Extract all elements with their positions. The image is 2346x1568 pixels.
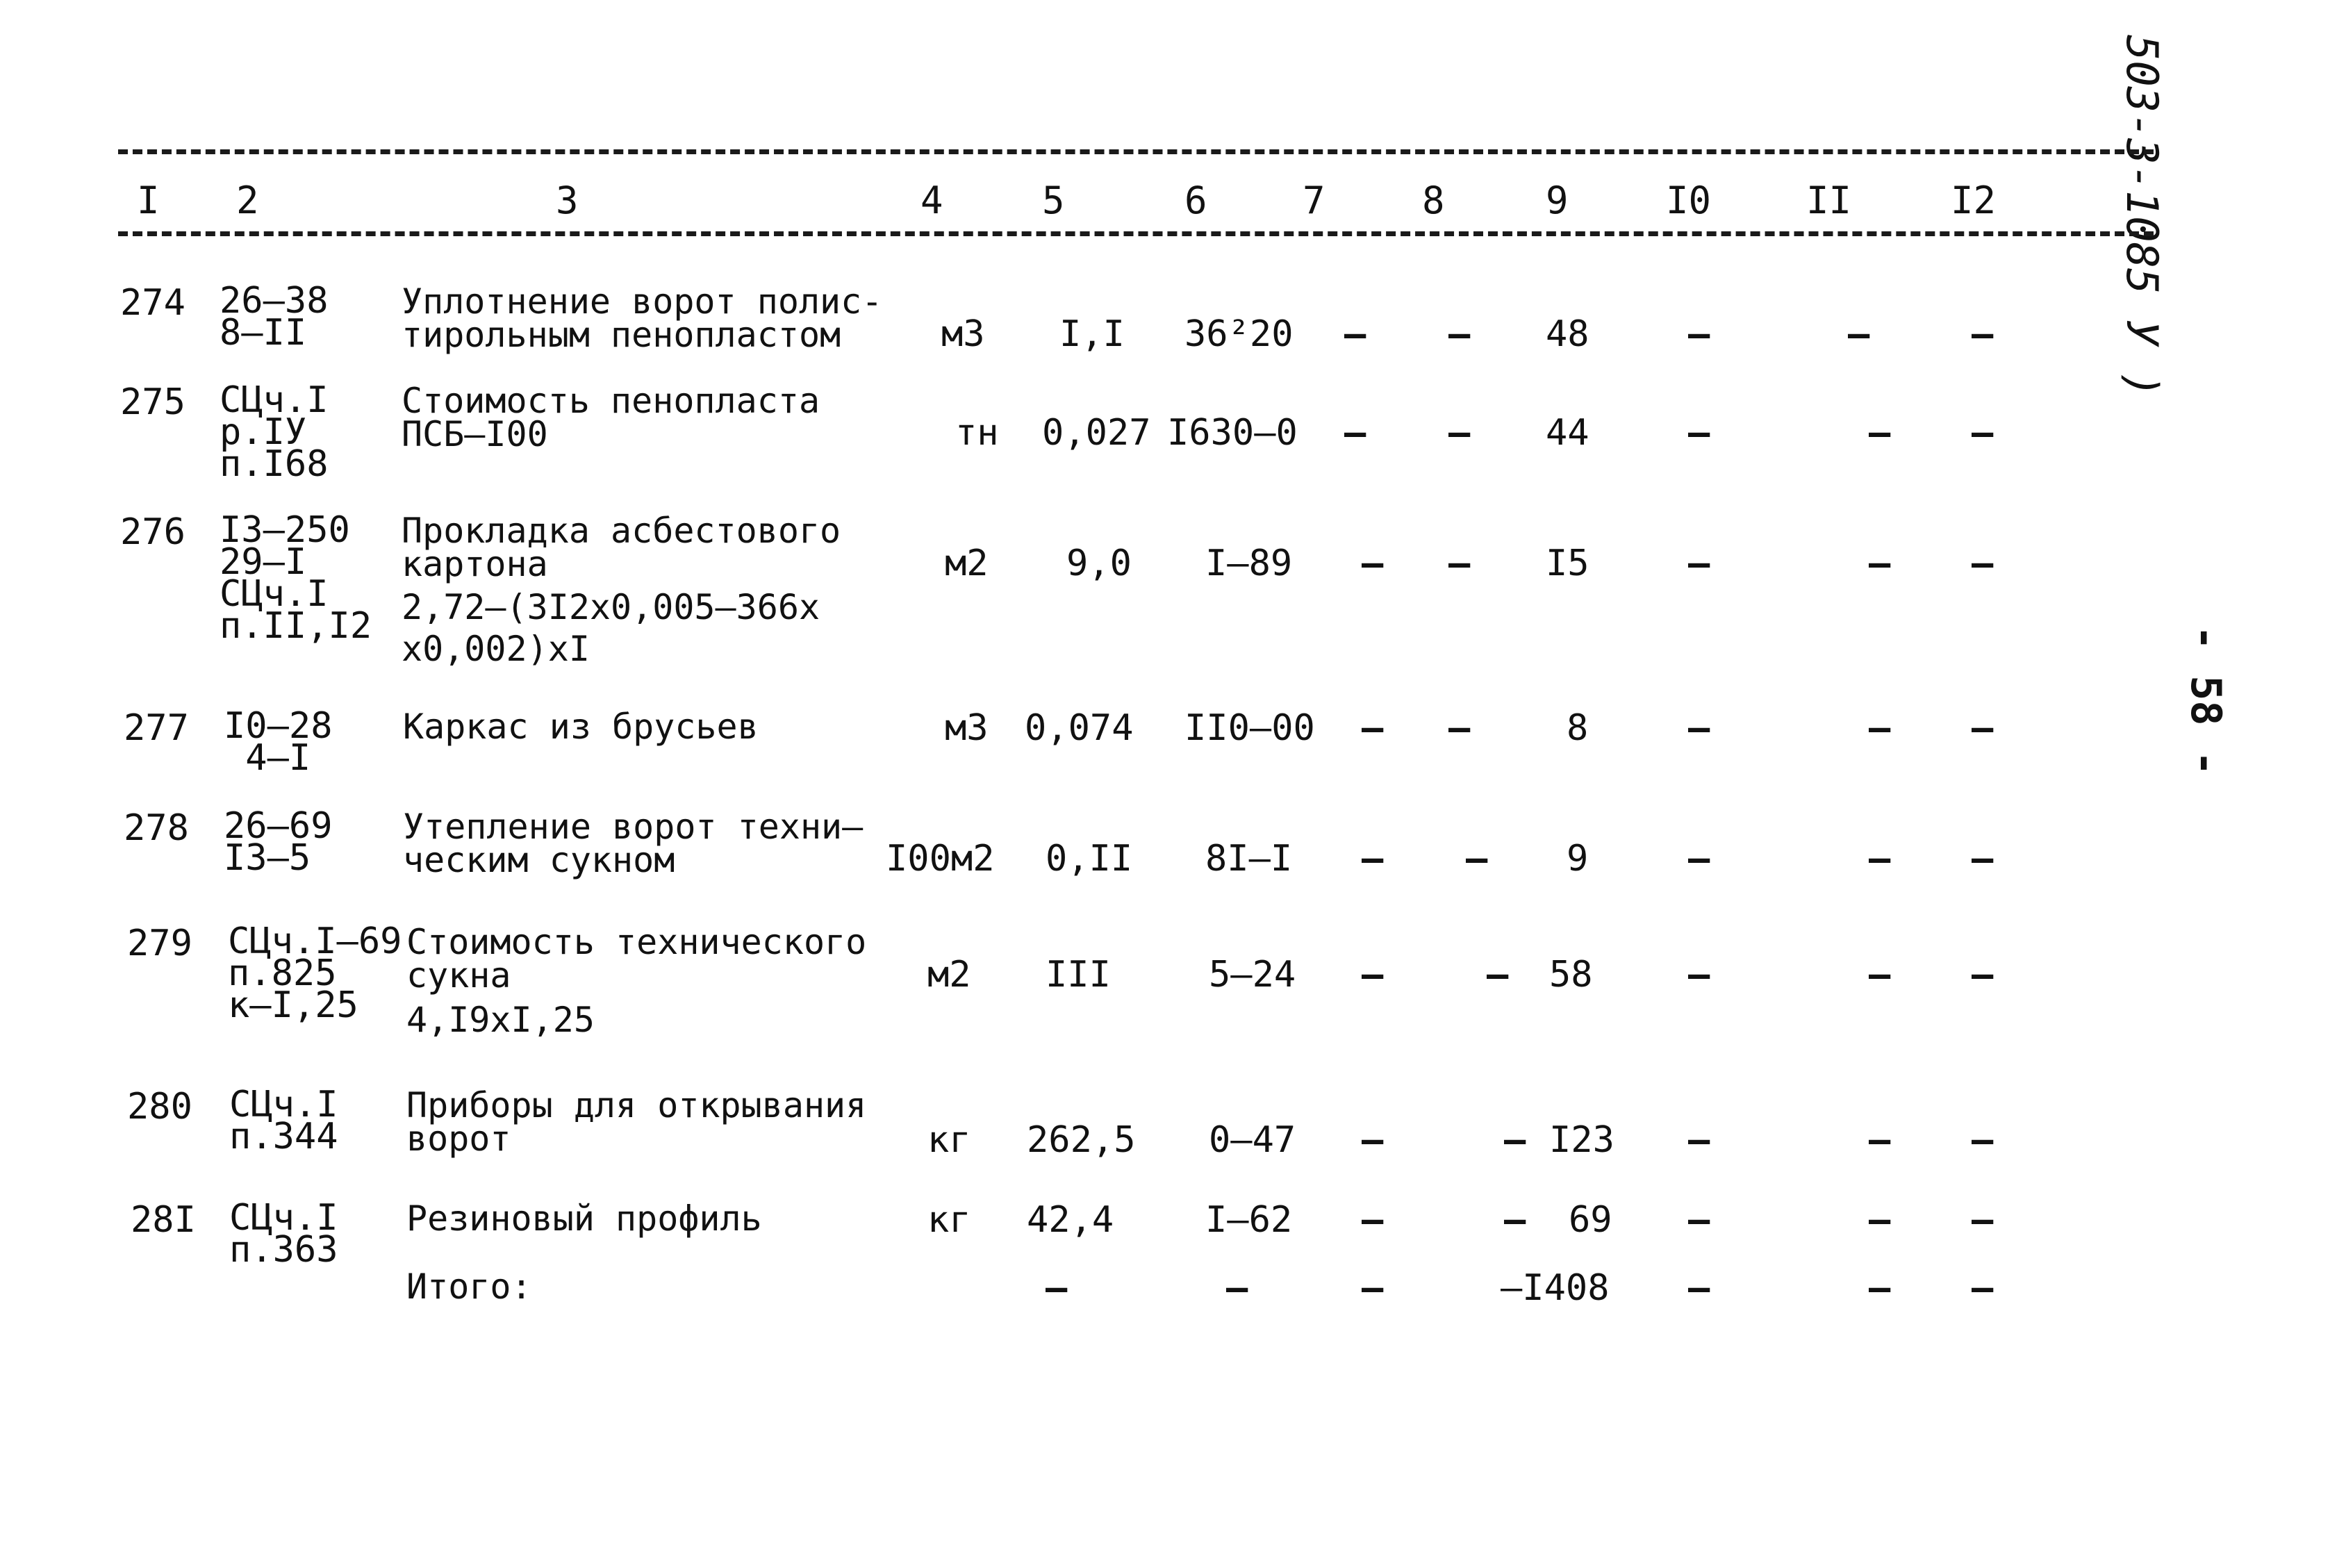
column-header-6: 6 [1184,179,1207,222]
unit: м2 [945,543,989,584]
work-description [402,281,883,355]
row-number: 275 [120,381,185,423]
unit: кг [927,1119,971,1161]
description-line: ПСБ–I00 [402,414,548,454]
total-cost: I5 [1546,543,1589,584]
unit-price: 36²20 [1184,313,1294,355]
description-line: Утепление ворот техни– [403,807,864,847]
description-line: сукна [406,955,511,996]
total-col10: – [1688,1267,1710,1309]
unit: кг [927,1199,971,1241]
description-line: Стоимость технического [406,922,867,962]
norm-code: I3–250 29–I СЦч.I п.II,I2 [220,509,372,647]
column-header-4: 4 [920,179,943,222]
work-description [402,511,841,669]
unit-price: 5–24 [1209,954,1296,996]
col7-value: – [1362,543,1384,584]
unit-price: II0–00 [1184,707,1315,749]
header-top-rule [118,149,2154,154]
col10-value: – [1688,954,1710,996]
total-cost: 69 [1569,1199,1612,1241]
norm-code: СЦч.I р.IУ п.I68 [220,379,329,485]
total-cost: 48 [1546,313,1589,355]
unit: м3 [941,313,985,355]
col12-value: – [1972,954,1994,996]
row-number: 280 [127,1086,192,1128]
total-cost: I23 [1549,1119,1614,1161]
col7-value: – [1362,1119,1384,1161]
norm-code: I0–28 4–I [224,705,333,779]
col7-value: – [1362,838,1384,880]
unit: м2 [927,954,971,996]
work-description [406,922,867,1040]
col11-value: – [1869,707,1891,749]
work-description [406,1085,867,1159]
description-line: Приборы для открывания [406,1085,867,1125]
grand-total: –I408 [1501,1267,1610,1309]
col10-value: – [1688,313,1710,355]
column-header-3: 3 [556,179,579,222]
col11-value: – [1869,954,1891,996]
total-cost: 9 [1567,838,1589,880]
col10-value: – [1688,412,1710,454]
total-cost: 8 [1567,707,1589,749]
quantity: I,I [1059,313,1125,355]
col7-value: – [1344,412,1366,454]
col12-value: – [1972,707,1994,749]
column-header-1: I [137,179,160,222]
col12-value: – [1972,1199,1994,1241]
col8-value: – [1504,1119,1526,1161]
column-header-8: 8 [1422,179,1445,222]
work-description [402,381,820,454]
row-number: 278 [124,807,189,849]
total-col11: – [1869,1267,1891,1309]
row-number: 277 [124,707,189,749]
col8-value: – [1448,313,1471,355]
unit-price: I–89 [1205,543,1293,584]
unit-price: 0–47 [1209,1119,1296,1161]
col11-value: – [1869,543,1891,584]
total-cost: 44 [1546,412,1589,454]
column-header-7: 7 [1303,179,1325,222]
col7-value: – [1344,313,1366,355]
quantity: 0,027 [1042,412,1151,454]
norm-code: СЦч.I п.363 [229,1197,338,1271]
quantity: 9,0 [1066,543,1132,584]
col10-value: – [1688,543,1710,584]
norm-code: 26–38 8–II [220,280,329,354]
quantity: 42,4 [1027,1199,1114,1241]
total-col5: – [1046,1267,1068,1309]
col8-value: – [1487,954,1509,996]
col7-value: – [1362,707,1384,749]
col8-value: – [1448,412,1471,454]
column-header-9: 9 [1546,179,1569,222]
col12-value: – [1972,313,1994,355]
quantity: 0,II [1046,838,1133,880]
col10-value: – [1688,1119,1710,1161]
col11-value: – [1869,1199,1891,1241]
description-line: 4,I9хI,25 [406,1000,595,1040]
quantity: 0,074 [1025,707,1134,749]
norm-code: 26–69 I3–5 [224,805,333,879]
col8-value: – [1448,543,1471,584]
description-line: картона [402,544,548,584]
description-line: Стоимость пенопласта [402,381,820,421]
total-col6: – [1226,1267,1248,1309]
unit: тн [955,412,999,454]
col12-value: – [1972,543,1994,584]
description-line: х0,002)хI [402,629,590,669]
col11-value: – [1869,838,1891,880]
description-line: ческим сукном [403,840,675,880]
col11-value: – [1869,1119,1891,1161]
description-line: Уплотнение ворот полис- [402,281,883,322]
work-description [406,1198,762,1239]
column-header-5: 5 [1042,179,1065,222]
work-description [403,707,759,747]
total-col7: – [1362,1267,1384,1309]
description-line: Резиновый профиль [406,1198,762,1239]
row-number: 274 [120,282,185,324]
unit: I00м2 [886,838,995,880]
row-number: 279 [127,923,192,964]
total-label: Итого: [406,1266,532,1307]
description-line: Каркас из брусьев [403,707,759,747]
col8-value: – [1466,838,1488,880]
col12-value: – [1972,1119,1994,1161]
column-header-12: I2 [1951,179,1997,222]
norm-code: СЦч.I–69 п.825 к–I,25 [228,921,402,1026]
col11-value: – [1869,412,1891,454]
col10-value: – [1688,707,1710,749]
col7-value: – [1362,954,1384,996]
work-description [403,807,864,880]
col7-value: – [1362,1199,1384,1241]
row-number: 28I [131,1199,196,1241]
column-header-11: II [1806,179,1852,222]
col10-value: – [1688,838,1710,880]
col12-value: – [1972,838,1994,880]
quantity: 262,5 [1027,1119,1136,1161]
unit-price: I–62 [1205,1199,1293,1241]
description-line: ворот [406,1119,511,1159]
unit-price: I630–0 [1167,412,1298,454]
unit: м3 [945,707,989,749]
total-col12: – [1972,1267,1994,1309]
norm-code: СЦч.I п.344 [229,1084,338,1157]
page-number: - 58 - [2181,625,2230,776]
unit-price: 8I–I [1205,838,1293,880]
row-number: 276 [120,511,185,553]
column-header-2: 2 [236,179,259,222]
col8-value: – [1448,707,1471,749]
col11-value: – [1848,313,1870,355]
column-header-10: I0 [1666,179,1712,222]
col10-value: – [1688,1199,1710,1241]
total-cost: 58 [1549,954,1593,996]
description-line: 2,72–(3I2х0,005–366х [402,587,820,627]
document-code: 503-3-1085 У ) [2117,35,2167,398]
quantity: III [1046,954,1111,996]
col12-value: – [1972,412,1994,454]
description-line: тирольным пенопластом [402,315,841,355]
description-line: Прокладка асбестового [402,511,841,551]
header-bottom-rule [118,231,2154,236]
col8-value: – [1504,1199,1526,1241]
